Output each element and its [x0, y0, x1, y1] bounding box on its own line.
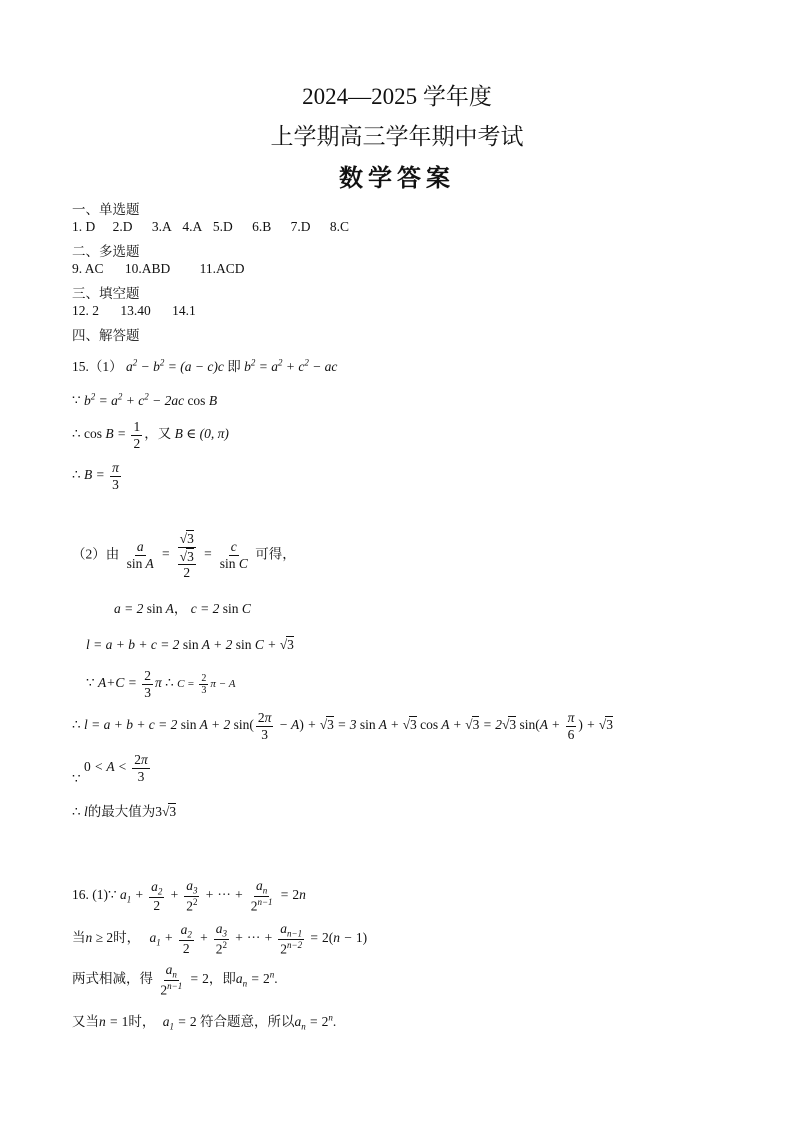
answers-multi-choice: [72, 261, 245, 277]
answers-single-choice: [72, 219, 349, 235]
q15-ji: 即: [227, 359, 241, 374]
q16-subtract: 两式相减，得: [72, 971, 153, 987]
because-icon: ∵: [108, 887, 117, 903]
q16-fits: 符合题意，所以: [200, 1014, 295, 1029]
answer-12: 12. 2: [72, 303, 99, 318]
equation: B ∈ (0, π): [171, 426, 229, 442]
equation: $a_n = 2^n$: [235, 969, 275, 989]
therefore-icon: ∴: [72, 804, 81, 819]
answer-9: 9. AC: [72, 261, 104, 276]
equation: l = a + b + c = 2 sin A + 2 sin C + √3: [86, 637, 294, 652]
q15-p2-line3: [86, 636, 294, 653]
q16-line4: [72, 1010, 336, 1032]
answers-fill-blank: [72, 303, 196, 319]
equation: $a_1$ + $\frac{a_2}{2}$ + $\frac{a_3}{2^2}$ + ··· + $\frac{a_{n-1}}{2^{n-2}}$ = 2(n − 1): [149, 921, 368, 957]
q16-comma-ji: ，即: [208, 971, 236, 987]
answer-7: 7.D: [290, 219, 311, 234]
equation: C = $\frac{2}{3}$ π − A: [177, 672, 236, 697]
q15-line4: [72, 460, 123, 492]
equation: c = 2 sin C: [187, 601, 251, 616]
equation: 0 < A < $\frac{2\pi}{3}$: [83, 752, 148, 784]
equation: $\frac{a_n}{2^{n-1}}$ = 2: [160, 962, 209, 998]
answer-11: 11.ACD: [199, 261, 245, 276]
equation: n = 1: [99, 1014, 129, 1029]
heading-fill-blank: 三、填空题: [72, 286, 140, 301]
equation: $b^2 = a^2 + c^2$ − ac: [244, 357, 338, 374]
q16-period: .: [274, 971, 278, 987]
therefore-icon: ∴: [72, 467, 81, 483]
answer-2: 2.D: [112, 219, 133, 234]
equation: $a^2 - b^2 = (a - c)c$: [126, 357, 224, 374]
q15-p2-line2: [114, 597, 251, 617]
title-year: 2024—2025 学年度: [302, 84, 492, 109]
q16-shi: 时，: [128, 1014, 156, 1029]
q15-p1-label: 15.（1）: [72, 359, 123, 374]
title-answers: 数学答案: [339, 166, 455, 192]
q15-p2-line7: [72, 800, 176, 820]
equation: $a_1$ + $\frac{a_2}{2}$ + $\frac{a_3}{2^2}$ + ··· + $\frac{a_n}{2^{n-1}}$ = 2n: [119, 878, 306, 914]
therefore-icon: ∴: [165, 675, 174, 691]
q15-p2-label: （2）由: [72, 546, 120, 562]
q15-p2-line6: [72, 752, 152, 787]
answer-3: 3.A: [151, 219, 172, 234]
q15-p2-line5: [72, 710, 613, 742]
q15-p2-line4: [86, 668, 235, 700]
title-exam: 上学期高三学年期中考试: [270, 124, 524, 149]
equation: a = 2 sin A: [114, 601, 174, 616]
q15-line3: [72, 419, 229, 451]
equation: A+C = $\frac{2}{3}$ π: [97, 668, 162, 700]
q16-line3: [72, 962, 278, 998]
q16-when: 当: [72, 930, 86, 946]
q15-line1: [72, 355, 337, 375]
heading-solutions: 四、解答题: [72, 328, 140, 343]
equation: $b^2 = a^2 + c^2 - 2ac$ cos B: [83, 391, 218, 408]
equation: l = a + b + c = 2 sin A + 2 sin( $\frac{2\pi}{3}$ − A) + √3 = 3 sin A + √3 cos A + √3 = 2√3 sin(A + $\frac{\pi}{6}$ ) + √3: [83, 710, 613, 742]
equation: B = $\frac{\pi}{3}$: [83, 460, 119, 492]
answer-10: 10.ABD: [124, 261, 171, 276]
q16-line1: [72, 878, 306, 914]
because-icon: ∵: [86, 675, 95, 691]
equation: 3√3: [155, 804, 177, 819]
heading-single-choice: 一、单选题: [72, 202, 140, 217]
because-icon: ∵: [72, 771, 81, 787]
answer-1: 1. D: [72, 219, 96, 234]
q15-max: 的最大值为: [87, 804, 156, 819]
q15-comma: ，: [173, 601, 188, 616]
q15-line2: [72, 391, 217, 409]
therefore-icon: ∴: [72, 717, 81, 733]
q16-line2: [72, 921, 367, 957]
heading-multi-choice: 二、多选题: [72, 244, 140, 259]
answer-14: 14.1: [172, 303, 196, 318]
q16-again-when: 又当: [72, 1014, 99, 1029]
q16-shi: 时，: [113, 930, 141, 946]
answer-5: 5.D: [212, 219, 233, 234]
equation: $a_1 = 2$: [162, 1014, 197, 1032]
equation: cos B = $\frac{1}{2}$: [83, 419, 141, 451]
q15-kede: 可得，: [255, 546, 296, 562]
q15-p2-line1: [72, 530, 296, 581]
answer-13: 13.40: [120, 303, 151, 318]
equation: n ≥ 2: [85, 930, 114, 946]
answer-6: 6.B: [252, 219, 272, 234]
q16-period: .: [332, 1014, 337, 1029]
answer-8: 8.C: [329, 219, 350, 234]
equation: l: [83, 804, 88, 819]
q16-label: 16. (1): [72, 887, 108, 903]
equation: $a_n = 2^n$: [294, 1012, 333, 1032]
q15-comma-you: ，又: [144, 426, 172, 442]
because-icon: ∵: [72, 392, 81, 408]
answer-4: 4.A: [182, 219, 202, 234]
therefore-icon: ∴: [72, 426, 81, 442]
equation: $\frac{a}{\text{sin A}}$ = $\frac{√3}{\frac{√3}{2}}$ = $\frac{c}{\text{sin C}}$: [126, 531, 248, 581]
